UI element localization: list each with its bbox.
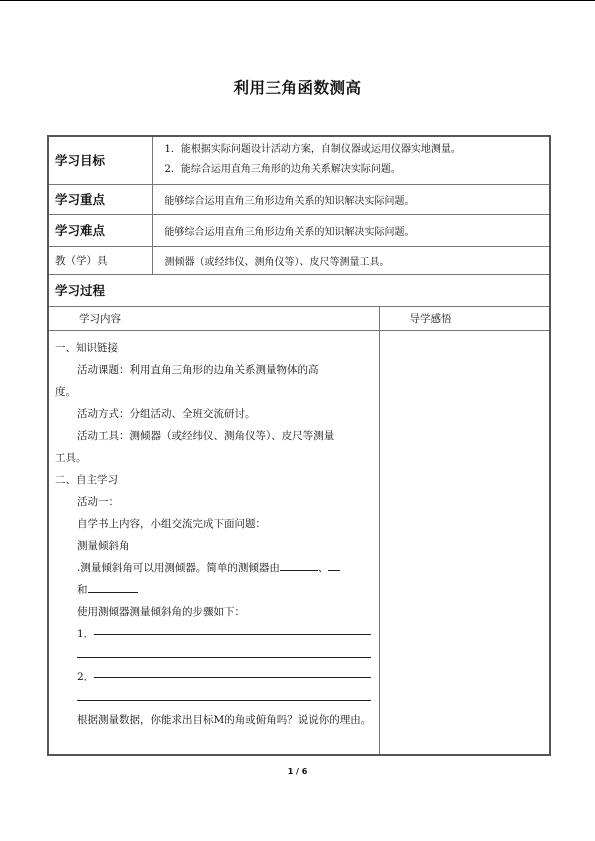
objectives-row	[48, 136, 550, 184]
objectives-label: 学习目标	[48, 136, 152, 184]
key-points-label: 学习重点	[48, 184, 152, 214]
answer-line[interactable]	[77, 645, 371, 658]
objective-item: 1．能根据实际问题设计活动方案，自制仪器或运用仪器实地测量。	[164, 144, 461, 156]
activity-instruction: 自学书上内容，小组交流完成下面问题：	[77, 517, 266, 530]
answer-blank[interactable]	[94, 666, 370, 678]
page-title: 利用三角函数测高	[233, 79, 362, 97]
activity-topic: 活动课题：利用直角三角形的边角关系测量物体的高	[77, 363, 319, 376]
answer-blank[interactable]	[88, 581, 138, 593]
difficulties-row	[48, 214, 550, 246]
fill-question-cont	[55, 579, 373, 601]
column-header-row	[48, 306, 550, 330]
conjunction: 和	[77, 583, 88, 596]
fill-question	[55, 557, 373, 579]
step-number: 1．	[77, 627, 95, 640]
process-row	[48, 274, 550, 306]
activity-tools-cont: 工具。	[55, 451, 87, 464]
section-heading: 二、自主学习	[55, 473, 118, 486]
answer-line[interactable]	[77, 688, 371, 701]
step-line	[55, 623, 373, 645]
final-question: 根据测量数据，你能求出目标M的角或俯角吗？说说你的理由。	[77, 713, 372, 726]
page-number: 1 / 6	[287, 767, 308, 776]
notes-column-header: 导学感悟	[379, 306, 550, 330]
header-rule	[0, 0, 595, 1]
key-points-row	[48, 184, 550, 214]
answer-blank[interactable]	[328, 559, 340, 571]
tools-label: 教（学）具	[48, 246, 152, 274]
key-points-content: 能够综合运用直角三角形边角关系的知识解决实际问题。	[152, 184, 550, 214]
steps-intro: 使用测倾器测量倾斜角的步骤如下：	[77, 605, 245, 618]
section-heading: 一、知识链接	[55, 341, 118, 354]
process-body-row	[48, 330, 550, 755]
activity-method: 活动方式：分组活动、全班交流研讨。	[77, 407, 256, 420]
tools-content: 测倾器（或经纬仪、测角仪等）、皮尺等测量工具。	[152, 246, 550, 274]
difficulties-content: 能够综合运用直角三角形边角关系的知识解决实际问题。	[152, 214, 550, 246]
step-line	[55, 666, 373, 688]
activity-tools: 活动工具：测倾器（或经纬仪、测角仪等）、皮尺等测量	[77, 429, 335, 442]
content-column-header: 学习内容	[48, 306, 379, 330]
lesson-plan-table	[47, 135, 551, 756]
subheading: 测量倾斜角	[77, 539, 130, 552]
answer-blank[interactable]	[94, 623, 370, 635]
tools-row	[48, 246, 550, 274]
notes-cell[interactable]	[379, 330, 550, 755]
answer-blank[interactable]	[280, 559, 318, 571]
objectives-content	[152, 136, 550, 184]
activity-topic-cont: 度。	[55, 385, 76, 398]
objective-item: 2．能综合运用直角三角形的边角关系解决实际问题。	[164, 164, 401, 176]
step-number: 2．	[77, 670, 95, 683]
difficulties-label: 学习难点	[48, 214, 152, 246]
separator: 、	[317, 561, 329, 574]
activity-label: 活动一：	[77, 495, 119, 508]
question-text: .测量倾斜角可以用测倾器。简单的测倾器由	[77, 561, 280, 574]
learning-content	[48, 330, 379, 755]
process-label: 学习过程	[48, 274, 550, 306]
